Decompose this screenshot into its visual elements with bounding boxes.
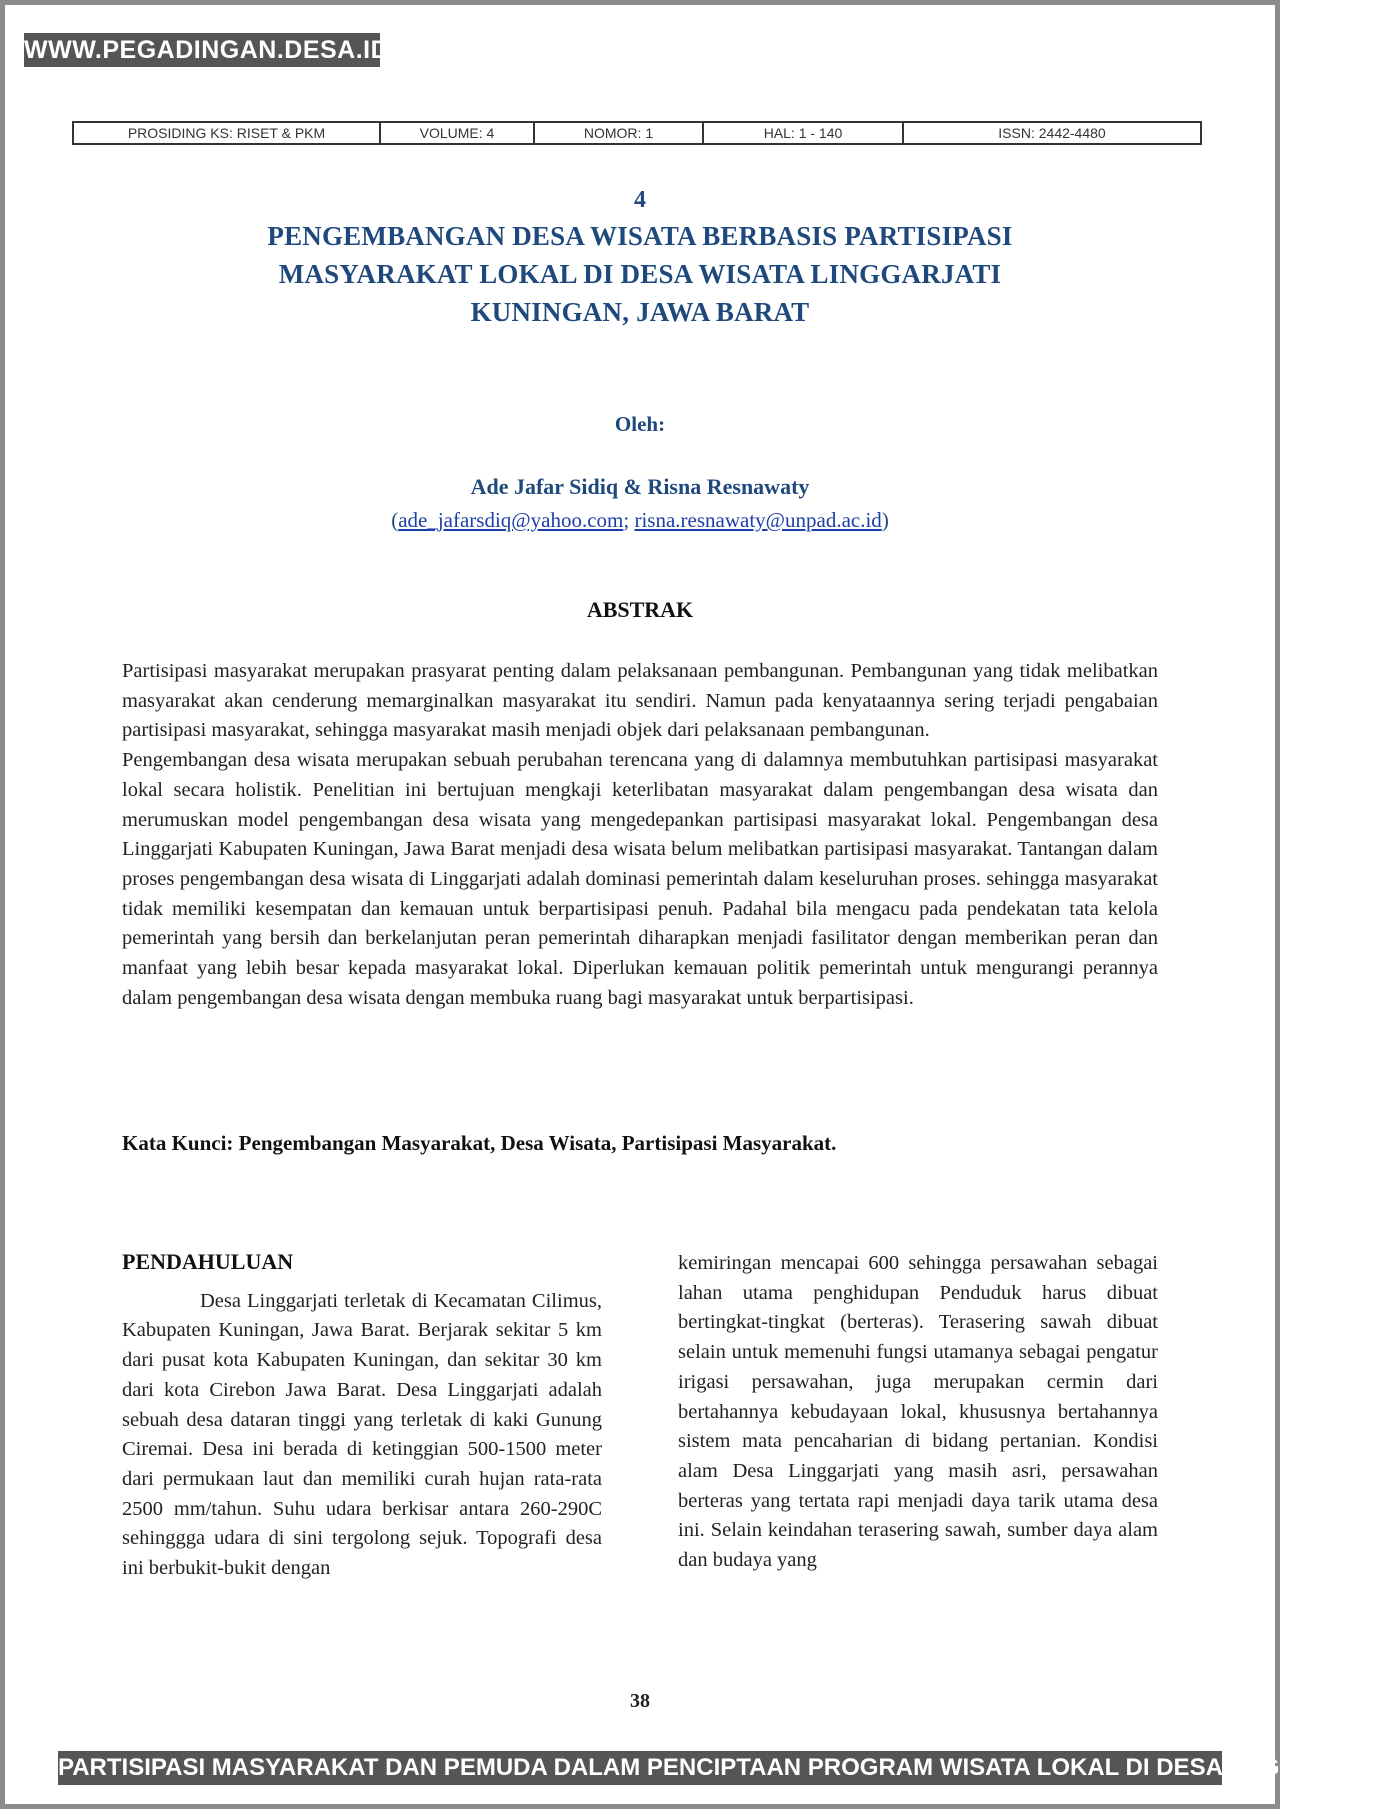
article-title-line: KUNINGAN, JAWA BARAT [470,297,810,327]
intro-column-right [678,1249,1158,1576]
abstract-body [122,657,1158,1013]
abstract-heading: ABSTRAK [586,597,694,622]
intro-column-left [122,1247,602,1584]
journal-proceeding: PROSIDING KS: RISET & PKM [74,123,381,143]
journal-number: NOMOR: 1 [535,123,704,143]
email-open-paren: ( [391,508,399,532]
email-link-1[interactable]: ade_jafarsdiq@yahoo.com [398,508,624,532]
abstract-paragraph: Partisipasi masyarakat merupakan prasyarat penting dalam pelaksanaan pembangunan. Pembangunan yang tidak melibatkan masyarakat akan cenderung memarginalkan masyarakat itu sendiri. Namun pada kenyataannya sering terjadi pengabaian partisipasi masyarakat, sehingga masyarakat masih menjadi objek dari pelaksanaan pembangunan. [122,660,1158,742]
journal-pages: HAL: 1 - 140 [704,123,904,143]
keywords: Kata Kunci: Pengembangan Masyarakat, Desa Wisata, Partisipasi Masyarakat. [122,1131,837,1155]
email-close-paren: ) [881,508,889,532]
intro-heading: PENDAHULUAN [122,1249,294,1274]
article-title-line: MASYARAKAT LOKAL DI DESA WISATA LINGGARJATI [278,259,1002,289]
journal-issn: ISSN: 2442-4480 [998,125,1106,141]
abstract-paragraph: Pengembangan desa wisata merupakan sebuah perubahan terencana yang di dalamnya membutuhkan partisipasi masyarakat lokal secara holistik. Penelitian ini bertujuan mengkaji keterlibatan masyarakat dalam pengembangan desa wisata dan merumuskan model pengembangan desa wisata yang mengedepankan partisipasi masyarakat lokal. Pengembangan desa Linggarjati Kabupaten Kuningan, Jawa Barat menjadi desa wisata belum melibatkan partisipasi masyarakat. Tantangan dalam proses pengembangan desa wisata di Linggarjati adalah dominasi pemerintah dalam keseluruhan proses. sehingga masyarakat tidak memiliki kesempatan dan kemauan untuk berpartisipasi penuh. Padahal bila mengacu pada pendekatan tata kelola pemerintah yang bersih dan berkelanjutan peran pemerintah diharapkan menjadi fasilitator dengan memberikan peran dan manfaat yang lebih besar kepada masyarakat lokal. Diperlukan kemauan politik pemerintah untuk mengurangi perannya dalam pengembangan desa wisata dengan membuka ruang bagi masyarakat untuk berpartisipasi. [122,749,1158,1009]
article-title-block [160,183,1120,331]
page-number: 38 [630,1690,650,1712]
chapter-number: 4 [634,187,646,213]
email-link-2[interactable]: risna.resnawaty@unpad.ac.id [634,508,882,532]
caption-bar: PARTISIPASI MASYARAKAT DAN PEMUDA DALAM PENCIPTAAN PROGRAM WISATA LOKAL DI DESA PEGADINGAN [58,1751,1222,1785]
authors: Ade Jafar Sidiq & Risna Resnawaty [470,474,810,499]
by-label: Oleh: [614,412,666,436]
article-title-line: PENGEMBANGAN DESA WISATA BERBASIS PARTISIPASI [267,221,1013,251]
email-separator: ; [623,508,635,532]
intro-paragraph: kemiringan mencapai 600 sehingga persawahan sebagai lahan utama penghidupan Penduduk harus dibuat bertingkat-tingkat (berteras). Terasering sawah dibuat selain untuk memenuhi fungsi utamanya sebagai pengatur irigasi persawahan, juga merupakan cermin dari bertahannya kebudayaan lokal, khususnya bertahannya sistem mata pencaharian di bidang pertanian. Kondisi alam Desa Linggarjati yang masih asri, persawahan berteras yang tertata rapi menjadi daya tarik utama desa ini. Selain keindahan terasering sawah, sumber daya alam dan budaya yang [678,1252,1158,1572]
author-emails [0,508,1280,533]
journal-header [72,121,1202,145]
site-watermark: WWW.PEGADINGAN.DESA.ID [24,33,380,67]
intro-paragraph: Desa Linggarjati terletak di Kecamatan Cilimus, Kabupaten Kuningan, Jawa Barat. Berjarak sekitar 5 km dari pusat kota Kabupaten Kuningan, dan sekitar 30 km dari kota Cirebon Jawa Barat. Desa Linggarjati adalah sebuah desa dataran tinggi yang terletak di kaki Gunung Ciremai. Desa ini berada di ketinggian 500-1500 meter dari permukaan laut dan memiliki curah hujan rata-rata 2500 mm/tahun. Suhu udara berkisar antara 260-290C sehinggga udara di sini tergolong sejuk. Topografi desa ini berbukit-bukit dengan [122,1289,602,1580]
journal-volume: VOLUME: 4 [381,123,535,143]
